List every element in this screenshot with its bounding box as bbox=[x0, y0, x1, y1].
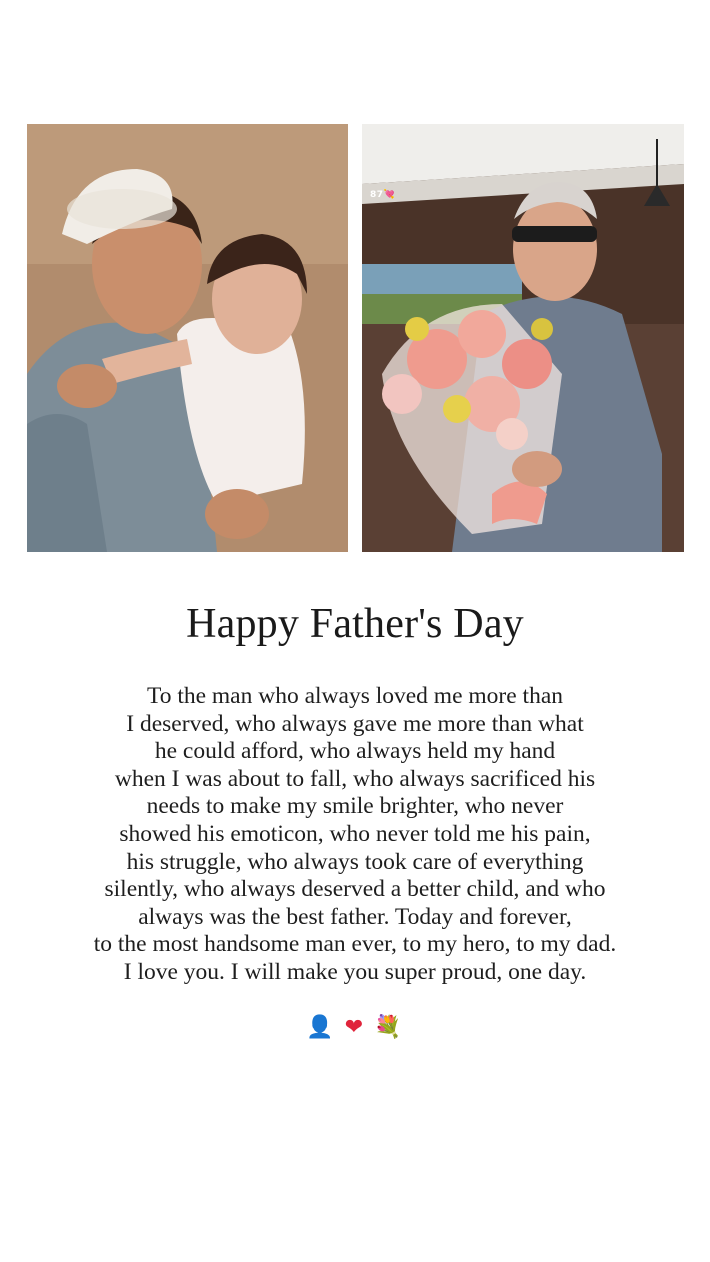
story-counter-badge bbox=[370, 190, 395, 200]
red-heart-icon: ❤ bbox=[344, 1015, 366, 1040]
message-line: silently, who always deserved a better child, and who bbox=[104, 876, 606, 903]
message-line: showed his emoticon, who never told me his pain, bbox=[119, 820, 591, 847]
message-line: To the man who always loved me more than bbox=[146, 683, 564, 709]
message-line: his struggle, who always took care of everything bbox=[126, 848, 584, 875]
person-silhouette-icon: 👤 bbox=[306, 1015, 336, 1040]
counter-text: 87 bbox=[370, 190, 384, 200]
flowers-photo-illustration bbox=[362, 124, 684, 552]
message-line: he could afford, who always held my hand bbox=[154, 738, 556, 765]
message-line: I deserved, who always gave me more than what bbox=[126, 710, 584, 737]
message-line: I love you. I will make you super proud, one day. bbox=[123, 958, 587, 985]
message-line: needs to make my smile brighter, who never bbox=[146, 793, 564, 820]
page-title: Happy Father's Day bbox=[186, 601, 524, 647]
emoji-row bbox=[0, 1015, 710, 1040]
man-with-flowers-photo bbox=[362, 124, 684, 552]
message-line: to the most handsome man ever, to my hero, to my dad. bbox=[93, 931, 617, 958]
vintage-photo-illustration bbox=[27, 124, 348, 552]
bouquet-icon: 💐 bbox=[374, 1015, 404, 1040]
message-line: when I was about to fall, who always sacrificed his bbox=[114, 765, 596, 792]
cupid-heart-icon: 💘 bbox=[383, 190, 396, 200]
message-line: always was the best father. Today and forever, bbox=[138, 903, 572, 930]
vintage-father-daughter-photo bbox=[27, 124, 348, 552]
fathers-day-message bbox=[40, 683, 670, 987]
